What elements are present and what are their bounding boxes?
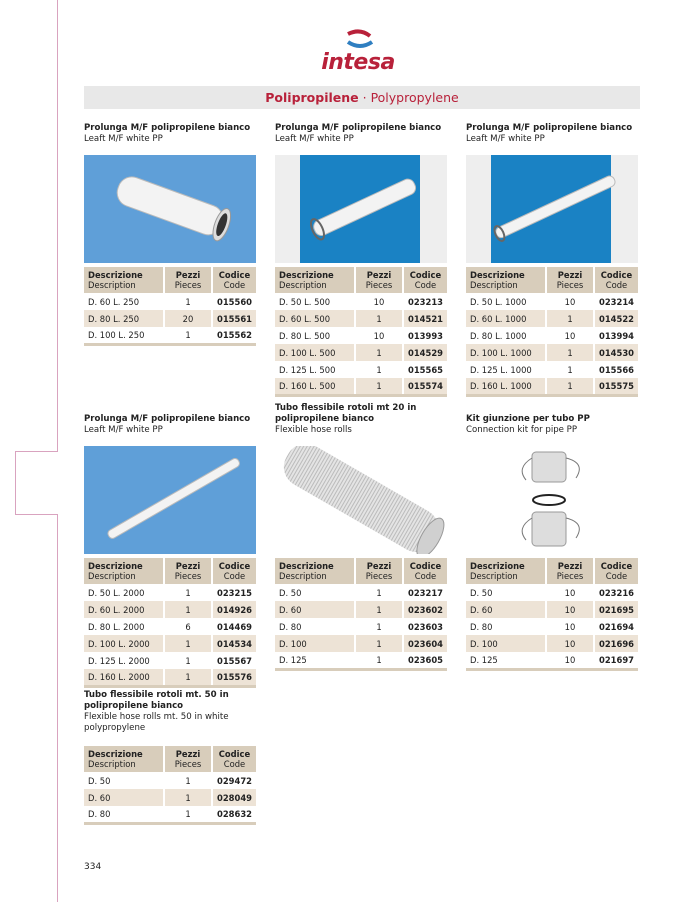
cell-description: D. 100	[275, 635, 355, 652]
table-row	[84, 327, 256, 344]
header-pieces: Pezzi Pieces	[164, 267, 212, 293]
cell-code: 023213	[403, 293, 447, 310]
product-image	[466, 446, 638, 554]
cell-description: D. 50	[470, 587, 493, 598]
cell-description: D. 80	[88, 808, 111, 819]
cell-description: D. 60	[84, 789, 164, 806]
header-pieces: Pezzi Pieces	[546, 558, 594, 584]
cell-code: 023605	[403, 652, 447, 669]
table-row	[466, 652, 638, 669]
cell-pieces: 10	[546, 635, 594, 652]
cell-description: D. 50	[279, 587, 302, 598]
product-image	[275, 446, 447, 554]
table-row	[466, 635, 638, 652]
product-block	[84, 414, 256, 688]
header-description: Descrizione Description	[275, 267, 355, 293]
product-image	[84, 446, 256, 554]
table-header-row	[84, 558, 256, 584]
cell-pieces: 1	[355, 618, 403, 635]
cell-description: D. 125 L. 500	[279, 364, 336, 375]
product-block	[84, 123, 256, 346]
header-description: Descrizione Description	[275, 558, 355, 584]
cell-code: 014521	[403, 310, 447, 327]
cell-code: 021697	[594, 652, 638, 669]
cell-code: 015576	[212, 669, 256, 686]
section-title-it: Polipropilene	[265, 90, 359, 105]
product-table	[466, 267, 638, 397]
product-title: Prolunga M/F polipropilene bianco	[275, 123, 442, 133]
product-table	[466, 558, 638, 671]
table-row	[275, 310, 447, 327]
table-row	[84, 635, 256, 652]
cell-pieces: 1	[355, 378, 403, 395]
header-code: Codice Code	[403, 267, 447, 293]
product-title: Tubo flessibile rotoli mt 20 in polipropilene bianco	[275, 403, 417, 424]
cell-code: 021694	[594, 618, 638, 635]
cell-description: D. 50 L. 2000	[88, 587, 145, 598]
brand-logo	[318, 28, 398, 78]
cell-description: D. 100 L. 1000	[466, 344, 546, 361]
cell-pieces: 10	[355, 293, 403, 310]
cell-description: D. 125 L. 1000	[470, 364, 532, 375]
product-block	[466, 123, 638, 397]
cell-description: D. 60	[466, 601, 546, 618]
cell-pieces: 1	[546, 378, 594, 395]
table-row	[466, 327, 638, 344]
header-pieces: Pezzi Pieces	[164, 746, 212, 772]
page-edge-line	[57, 0, 58, 451]
cell-code: 023603	[403, 618, 447, 635]
cell-description: D. 100 L. 2000	[84, 635, 164, 652]
cell-pieces: 1	[546, 344, 594, 361]
cell-pieces: 10	[546, 293, 594, 310]
cell-code: 013994	[594, 327, 638, 344]
table-row	[466, 584, 638, 601]
cell-code: 028632	[212, 806, 256, 823]
table-row	[84, 310, 256, 327]
cell-pieces: 10	[546, 601, 594, 618]
cell-pieces: 1	[164, 327, 212, 344]
cell-pieces: 10	[546, 584, 594, 601]
cell-pieces: 10	[546, 618, 594, 635]
table-row	[466, 361, 638, 378]
header-pieces: Pezzi Pieces	[164, 558, 212, 584]
header-code: Codice Code	[212, 267, 256, 293]
separator: ·	[358, 90, 371, 105]
product-title: Prolunga M/F polipropilene bianco	[84, 414, 251, 424]
cell-description: D. 60 L. 1000	[466, 310, 546, 327]
product-table	[84, 746, 256, 825]
cell-code: 014926	[212, 601, 256, 618]
table-header-row	[466, 558, 638, 584]
table-row	[466, 618, 638, 635]
product-subtitle: Leaft M/F white PP	[275, 134, 354, 144]
table-header-row	[275, 267, 447, 293]
table-row	[275, 584, 447, 601]
product-image	[466, 155, 638, 263]
table-row	[84, 618, 256, 635]
cell-pieces: 1	[164, 669, 212, 686]
product-image	[84, 155, 256, 263]
cell-code: 014529	[403, 344, 447, 361]
cell-code: 023602	[403, 601, 447, 618]
page-edge-line	[57, 514, 58, 902]
product-subtitle: Connection kit for pipe PP	[466, 425, 578, 435]
table-row	[84, 789, 256, 806]
table-row	[275, 378, 447, 395]
cell-code: 023215	[212, 584, 256, 601]
product-title: Tubo flessibile rotoli mt. 50 in polipropilene bianco	[84, 690, 229, 711]
cell-pieces: 1	[164, 293, 212, 310]
cell-description: D. 100	[466, 635, 546, 652]
table-row	[275, 327, 447, 344]
product-table	[84, 267, 256, 346]
page-number: 334	[84, 862, 102, 872]
table-row	[275, 361, 447, 378]
cell-description: D. 60 L. 250	[88, 296, 140, 307]
cell-description: D. 125	[470, 654, 498, 665]
cell-pieces: 6	[164, 618, 212, 635]
section-title-en: Polypropylene	[370, 90, 459, 105]
table-row	[84, 669, 256, 686]
product-block	[275, 403, 447, 671]
cell-pieces: 1	[355, 344, 403, 361]
product-title: Kit giunzione per tubo PP	[466, 414, 590, 424]
cell-code: 014530	[594, 344, 638, 361]
cell-pieces: 1	[164, 806, 212, 823]
table-row	[84, 293, 256, 310]
cell-description: D. 80 L. 1000	[470, 330, 527, 341]
table-row	[466, 601, 638, 618]
table-row	[466, 293, 638, 310]
table-row	[84, 601, 256, 618]
table-row	[275, 601, 447, 618]
cell-code: 014534	[212, 635, 256, 652]
cell-description: D. 100 L. 500	[275, 344, 355, 361]
table-row	[275, 618, 447, 635]
table-row	[275, 344, 447, 361]
page-edge-line	[15, 514, 58, 515]
product-title: Prolunga M/F polipropilene bianco	[466, 123, 633, 133]
cell-code: 023217	[403, 584, 447, 601]
cell-description: D. 80 L. 2000	[88, 621, 145, 632]
header-description: Descrizione Description	[466, 267, 546, 293]
cell-pieces: 1	[164, 789, 212, 806]
cell-description: D. 160 L. 500	[275, 378, 355, 395]
cell-code: 021695	[594, 601, 638, 618]
table-row	[275, 635, 447, 652]
cell-pieces: 1	[164, 601, 212, 618]
product-block	[275, 123, 447, 397]
cell-description: D. 160 L. 2000	[84, 669, 164, 686]
product-subtitle: Leaft M/F white PP	[84, 134, 163, 144]
table-row	[84, 806, 256, 823]
table-row	[466, 378, 638, 395]
cell-code: 015562	[212, 327, 256, 344]
cell-code: 021696	[594, 635, 638, 652]
cell-description: D. 80 L. 250	[84, 310, 164, 327]
cell-description: D. 60 L. 500	[275, 310, 355, 327]
cell-pieces: 1	[546, 310, 594, 327]
cell-description: D. 50	[88, 775, 111, 786]
page-edge-line	[15, 451, 58, 452]
header-code: Codice Code	[594, 558, 638, 584]
cell-code: 015574	[403, 378, 447, 395]
cell-pieces: 1	[164, 584, 212, 601]
cell-code: 023216	[594, 584, 638, 601]
header-description: Descrizione Description	[466, 558, 546, 584]
table-header-row	[84, 267, 256, 293]
product-subtitle: Flexible hose rolls mt. 50 in white polypropylene	[84, 712, 229, 733]
cell-code: 028049	[212, 789, 256, 806]
cell-description: D. 80	[279, 621, 302, 632]
cell-description: D. 125 L. 2000	[88, 655, 150, 666]
cell-code: 015567	[212, 652, 256, 669]
table-row	[275, 652, 447, 669]
product-subtitle: Leaft M/F white PP	[84, 425, 163, 435]
cell-pieces: 10	[355, 327, 403, 344]
cell-pieces: 20	[164, 310, 212, 327]
product-image	[275, 155, 447, 263]
header-code: Codice Code	[212, 746, 256, 772]
page-tab-marker	[15, 451, 16, 515]
cell-pieces: 1	[355, 635, 403, 652]
cell-description: D. 160 L. 1000	[466, 378, 546, 395]
header-description: Descrizione Description	[84, 746, 164, 772]
header-code: Codice Code	[403, 558, 447, 584]
cell-code: 023604	[403, 635, 447, 652]
cell-code: 015560	[212, 293, 256, 310]
cell-code: 014522	[594, 310, 638, 327]
header-description: Descrizione Description	[84, 558, 164, 584]
cell-pieces: 1	[546, 361, 594, 378]
product-title: Prolunga M/F polipropilene bianco	[84, 123, 251, 133]
cell-pieces: 1	[355, 601, 403, 618]
cell-pieces: 10	[546, 327, 594, 344]
cell-description: D. 60 L. 2000	[84, 601, 164, 618]
cell-description: D. 60	[275, 601, 355, 618]
cell-pieces: 10	[546, 652, 594, 669]
product-table	[275, 267, 447, 397]
brand-name: intesa	[321, 50, 395, 75]
table-row	[466, 344, 638, 361]
cell-code: 015565	[403, 361, 447, 378]
header-description: Descrizione Description	[84, 267, 164, 293]
cell-pieces: 1	[355, 361, 403, 378]
table-header-row	[466, 267, 638, 293]
cell-description: D. 125	[279, 654, 307, 665]
cell-code: 015575	[594, 378, 638, 395]
cell-description: D. 100 L. 250	[88, 329, 145, 340]
table-header-row	[275, 558, 447, 584]
cell-pieces: 1	[164, 635, 212, 652]
cell-code: 014469	[212, 618, 256, 635]
product-block	[84, 690, 256, 825]
cell-pieces: 1	[355, 310, 403, 327]
section-header	[84, 86, 640, 109]
cell-description: D. 50 L. 1000	[470, 296, 527, 307]
cell-description: D. 80	[470, 621, 493, 632]
cell-description: D. 80 L. 500	[279, 330, 331, 341]
cell-code: 015566	[594, 361, 638, 378]
header-pieces: Pezzi Pieces	[546, 267, 594, 293]
product-table	[84, 558, 256, 688]
cell-code: 015561	[212, 310, 256, 327]
header-pieces: Pezzi Pieces	[355, 267, 403, 293]
table-row	[466, 310, 638, 327]
cell-code: 029472	[212, 772, 256, 789]
cell-description: D. 50 L. 500	[279, 296, 331, 307]
table-row	[84, 652, 256, 669]
header-code: Codice Code	[212, 558, 256, 584]
cell-code: 013993	[403, 327, 447, 344]
header-code: Codice Code	[594, 267, 638, 293]
product-block	[466, 414, 638, 671]
product-table	[275, 558, 447, 671]
product-subtitle: Flexible hose rolls	[275, 425, 352, 435]
header-pieces: Pezzi Pieces	[355, 558, 403, 584]
table-row	[84, 772, 256, 789]
cell-code: 023214	[594, 293, 638, 310]
cell-pieces: 1	[355, 584, 403, 601]
product-subtitle: Leaft M/F white PP	[466, 134, 545, 144]
table-row	[84, 584, 256, 601]
cell-pieces: 1	[355, 652, 403, 669]
cell-pieces: 1	[164, 772, 212, 789]
table-header-row	[84, 746, 256, 772]
cell-pieces: 1	[164, 652, 212, 669]
table-row	[275, 293, 447, 310]
